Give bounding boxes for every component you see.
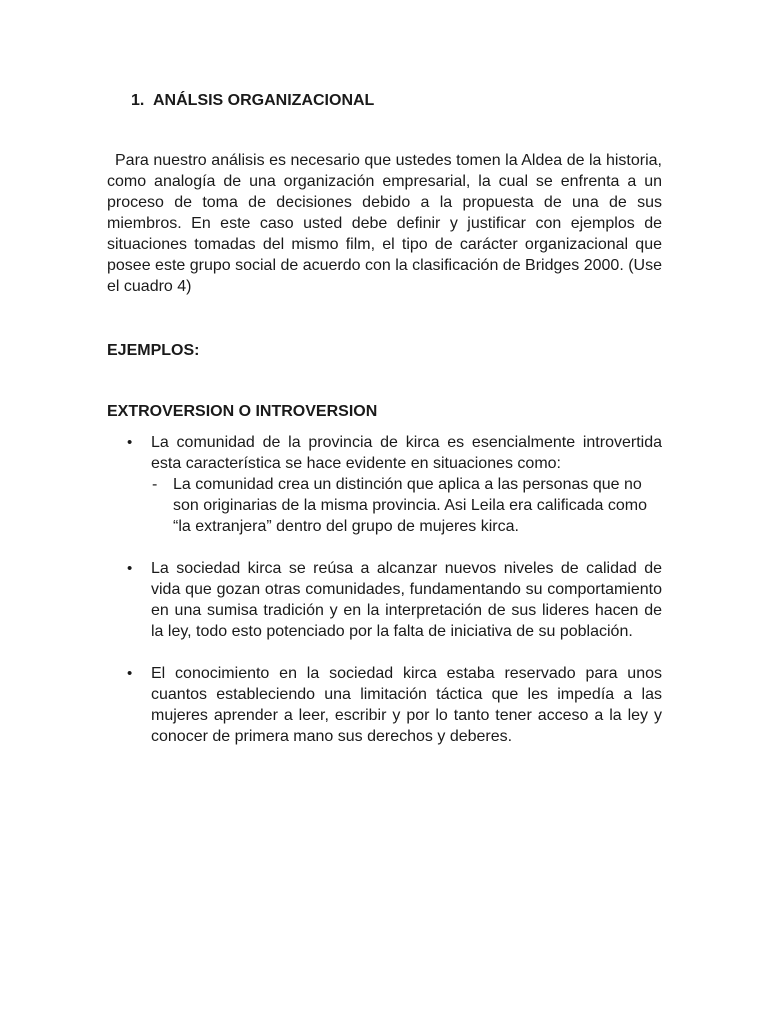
intro-paragraph: Para nuestro análisis es necesario que ustedes tomen la Aldea de la historia, como analogía de una organización empresarial, la cual se enfrenta a un proceso de toma de decisiones debido a la propuesta de una de sus miembros. En este caso usted debe definir y justificar con ejemplos de situaciones tomadas del mismo film, el tipo de carácter organizacional que posee este grupo social de acuerdo con la clasificación de Bridges 2000. (Use el cuadro 4) (107, 152, 662, 295)
bullet-text: La comunidad de la provincia de kirca es esencialmente introvertida esta característica se hace evidente en situaciones como: (151, 434, 662, 472)
examples-title: EJEMPLOS: (107, 342, 200, 359)
sub-list (151, 474, 662, 537)
list-item (107, 432, 662, 537)
dash-icon: - (152, 476, 158, 493)
heading-title: ANÁLSIS ORGANIZACIONAL (153, 92, 375, 109)
sub-list-item (151, 474, 662, 537)
list-item (107, 558, 662, 642)
bullet-text: El conocimiento en la sociedad kirca estaba reservado para unos cuantos estableciendo una limitación táctica que les impedía a las mujeres aprender a leer, escribir y por lo tanto tener acceso a la ley y conocer de primera mano sus derechos y deberes. (151, 665, 662, 745)
sub-item-text: La comunidad crea un distinción que aplica a las personas que no son originarias de la misma provincia. Asi Leila era calificada como “la extranjera” dentro del grupo de mujeres kirca. (173, 476, 647, 535)
bullet-text: La sociedad kirca se reúsa a alcanzar nuevos niveles de calidad de vida que gozan otras comunidades, fundamentando su comportamiento en una sumisa tradición y en la interpretación de sus lideres hacen de la ley, todo esto potenciado por la falta de iniciativa de su población. (151, 560, 662, 640)
bullet-icon: • (127, 560, 133, 577)
heading-number: 1. (131, 92, 145, 109)
section-heading (131, 90, 374, 112)
bullet-icon: • (127, 665, 133, 682)
bullet-list (107, 432, 662, 768)
list-item (107, 663, 662, 747)
bullet-icon: • (127, 434, 133, 451)
extroversion-title: EXTROVERSION O INTROVERSION (107, 403, 378, 420)
